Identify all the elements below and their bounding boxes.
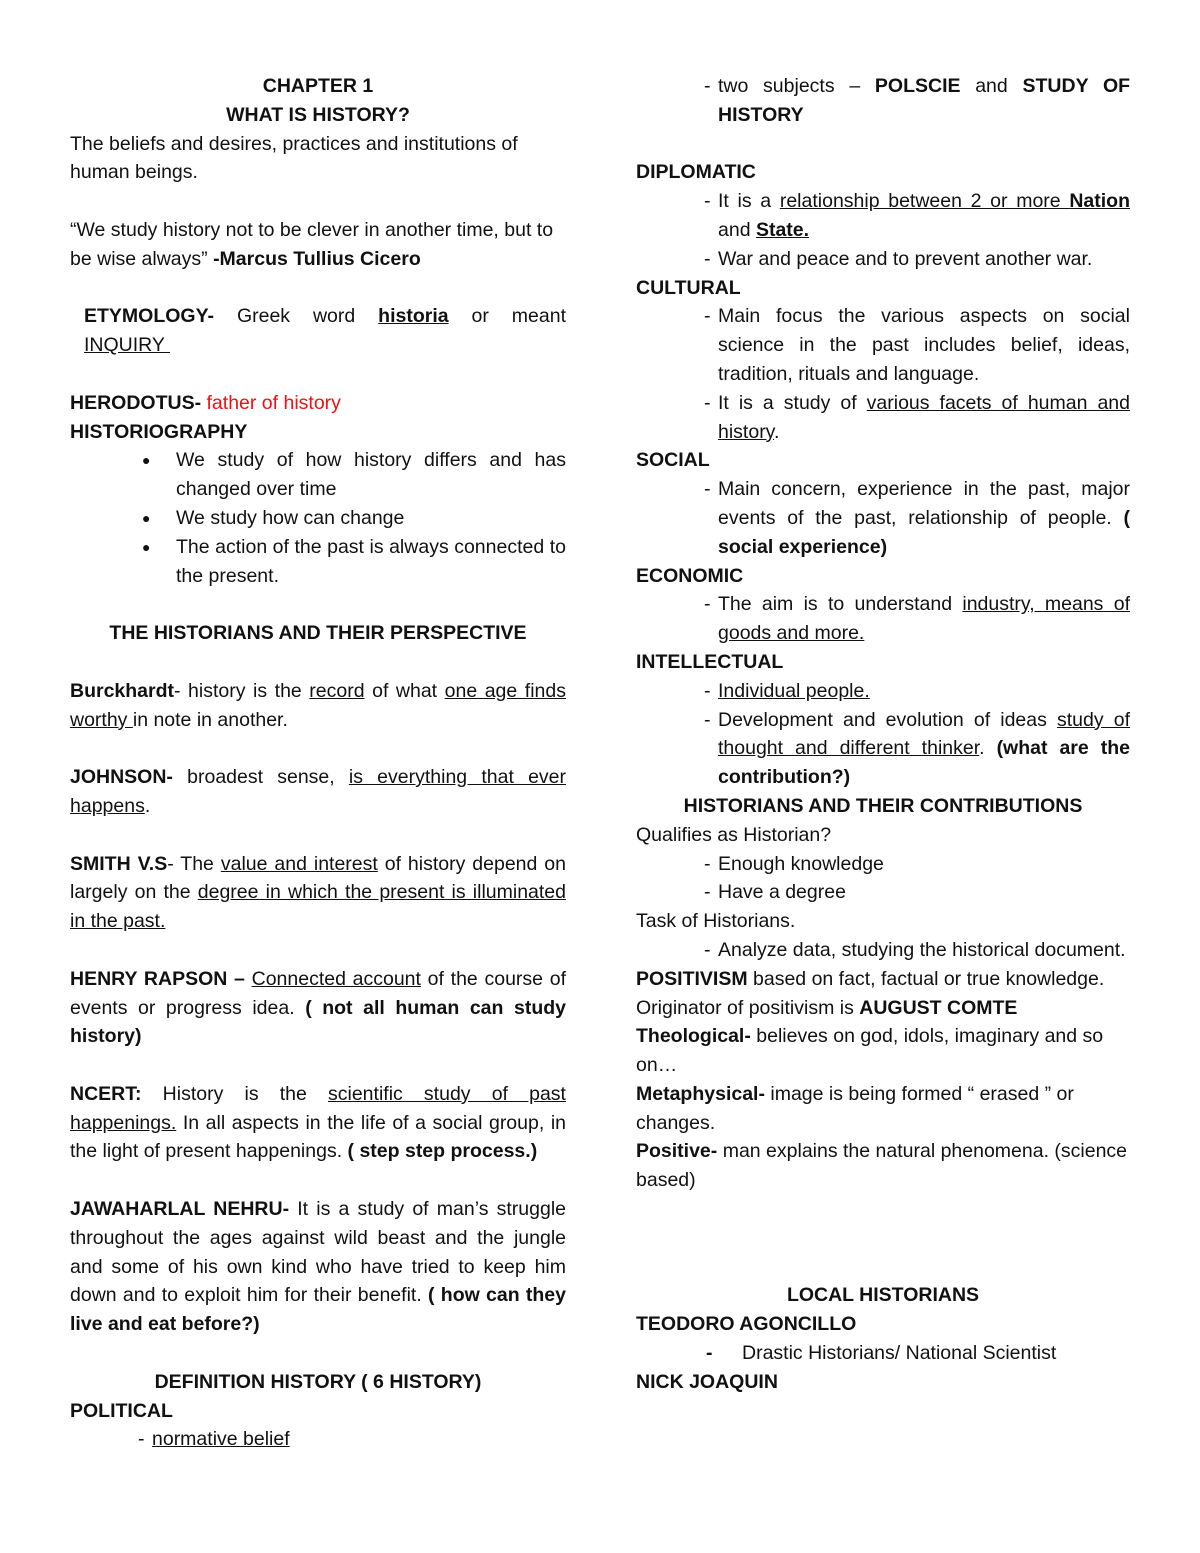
social-heading: SOCIAL: [636, 449, 710, 472]
qualifies-item: - Enough knowledge: [704, 852, 884, 875]
chapter-label: CHAPTER 1: [262, 75, 374, 97]
economic-heading: ECONOMIC: [636, 564, 744, 587]
positive-entry: Positive- man explains the natural phenomena. (science based): [636, 1140, 1128, 1192]
historiography-list: [70, 446, 566, 590]
nehru-entry: JAWAHARLAL NEHRU- It is a study of man’s struggle throughout the ages against wild beast and the jungle and some of his own kind who have tried to keep him down and to exploit him for their benefit. ( how can they live and eat before?): [70, 1198, 567, 1336]
diplomatic-item: - War and peace and to prevent another war.: [704, 247, 1093, 270]
etymology-entry: ETYMOLOGY- Greek word historia or meant INQUIRY: [84, 305, 566, 357]
political-item: - normative belief: [138, 1428, 290, 1451]
positivism-entry: POSITIVISM based on fact, factual or true knowledge.: [636, 967, 1105, 990]
right-column: [636, 72, 1130, 1397]
task-question: Task of Historians.: [636, 910, 796, 933]
cultural-item: - It is a study of various facets of human and history.: [704, 391, 1130, 443]
intellectual-item: - Development and evolution of ideas study of thought and different thinker. (what are the contribution?): [704, 708, 1130, 789]
diplomatic-heading: DIPLOMATIC: [636, 161, 756, 184]
metaphysical-entry: Metaphysical- image is being formed “ erased ” or changes.: [636, 1082, 1074, 1134]
intro-paragraph: The beliefs and desires, practices and institutions of human beings.: [70, 132, 518, 184]
burckhardt-entry: Burckhardt- history is the record of what one age finds worthy in note in another.: [70, 679, 566, 731]
ncert-entry: NCERT: History is the scientific study of past happenings. In all aspects in the life of a social group, in the light of present happenings. ( step step process.): [70, 1082, 566, 1163]
intellectual-heading: INTELLECTUAL: [636, 650, 784, 673]
theological-entry: Theological- believes on god, idols, imaginary and so on…: [636, 1025, 1104, 1077]
agoncillo-name: TEODORO AGONCILLO: [636, 1313, 857, 1336]
left-column: [70, 72, 566, 1454]
historiography-heading: HISTORIOGRAPHY: [70, 420, 248, 443]
task-item: - Analyze data, studying the historical document.: [704, 938, 1126, 961]
contributions-heading: HISTORIANS AND THEIR CONTRIBUTIONS: [683, 794, 1083, 817]
economic-item: - The aim is to understand industry, means of goods and more.: [704, 593, 1130, 645]
chapter-title: WHAT IS HISTORY?: [226, 103, 410, 126]
smith-entry: SMITH V.S- The value and interest of history depend on largely on the degree in which the present is illuminated in the past.: [70, 852, 566, 933]
political-item: - two subjects – POLSCIE and STUDY OF HISTORY: [704, 75, 1131, 126]
originator-entry: Originator of positivism is AUGUST COMTE: [636, 996, 1018, 1019]
agoncillo-item: - Drastic Historians/ National Scientist: [706, 1342, 1057, 1365]
qualifies-item: - Have a degree: [704, 881, 846, 904]
cultural-heading: CULTURAL: [636, 276, 741, 299]
rapson-entry: HENRY RAPSON – Connected account of the course of events or progress idea. ( not all human can study history): [70, 967, 566, 1048]
qualifies-question: Qualifies as Historian?: [636, 823, 832, 846]
diplomatic-item: - It is a relationship between 2 or more Nation and State.: [704, 190, 1130, 241]
johnson-entry: JOHNSON- broadest sense, is everything that ever happens.: [70, 766, 567, 817]
political-heading: POLITICAL: [70, 1399, 173, 1422]
cultural-item: - Main focus the various aspects on social science in the past includes belief, ideas, tradition, rituals and language.: [704, 305, 1130, 385]
list-item: ● We study of how history differs and has changed over time: [176, 446, 566, 504]
herodotus-entry: HERODOTUS- father of history: [70, 391, 341, 414]
social-item: - Main concern, experience in the past, major events of the past, relationship of people. ( social experience): [704, 478, 1130, 558]
list-item: ● We study how can change: [176, 504, 566, 533]
joaquin-name: NICK JOAQUIN: [636, 1370, 778, 1393]
cicero-quote: “We study history not to be clever in another time, but to be wise always” -Marcus Tullius Cicero: [70, 218, 554, 270]
list-item: ● The action of the past is always connected to the present.: [176, 533, 566, 591]
intellectual-item: - Individual people.: [704, 679, 870, 702]
local-historians-heading: LOCAL HISTORIANS: [786, 1284, 980, 1307]
definition-heading: DEFINITION HISTORY ( 6 HISTORY): [154, 1370, 482, 1393]
perspective-heading: THE HISTORIANS AND THEIR PERSPECTIVE: [109, 622, 527, 645]
